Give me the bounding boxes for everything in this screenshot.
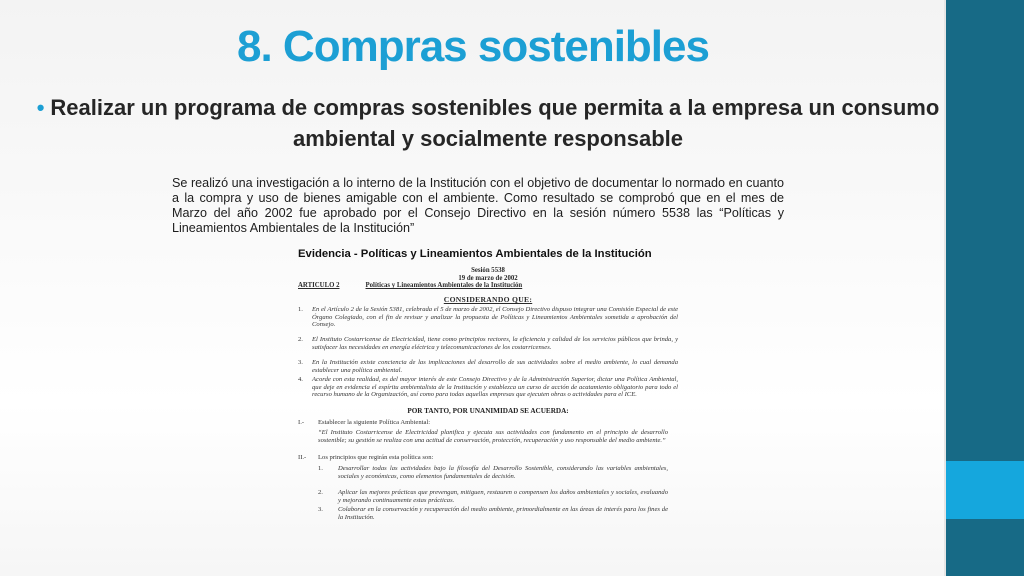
consideration-item <box>298 336 678 351</box>
part-text: Los principios que regirán esta política son: <box>318 454 434 461</box>
session-date: 19 de marzo de 2002 <box>458 275 518 282</box>
item-number: 3. <box>318 506 323 513</box>
item-text: En el Artículo 2 de la Sesión 5381, celebrada el 5 de marzo de 2002, el Consejo Directivo dispuso integrar una Comisión Especial de este Órgano Colegiado, con el fin de revisar y analizar la propuesta de Políticas y Lineamientos Ambientales sometida a aprobación del Consejo. <box>312 306 678 329</box>
considering-heading: CONSIDERANDO QUE: <box>443 295 533 304</box>
part-number: II.- <box>298 454 307 461</box>
policy-quote: “El Instituto Costarricense de Electricidad planifica y ejecuta sus actividades con fundamento en el principio de desarrollo sostenible; su gestión se realiza con una actitud de conservación, protección, recuperación y uso responsable del medio ambiente.” <box>318 429 668 444</box>
bullet-text: Realizar un programa de compras sostenibles que permita a la empresa un consumo ambiental y socialmente responsable <box>50 95 940 151</box>
consideration-item <box>298 306 678 329</box>
item-text: El Instituto Costarricense de Electricidad, tiene como principios rectores, la eficiencia y calidad de los servicios públicos que brinda, y satisfacer las necesidades en energía eléctrica y telecomunicaciones de los costarricenses. <box>312 336 678 351</box>
item-number: 1. <box>298 306 303 313</box>
item-text: En la Institución existe conciencia de las implicaciones del desarrollo de sus actividades sobre el medio ambiente, lo cual demanda establecer una política ambiental. <box>312 359 678 374</box>
item-text: Desarrollar todas las actividades bajo la filosofía del Desarrollo Sostenible, considerando las variables ambientales, sociales y económicas, como elementos fundamentales de decisión. <box>338 465 668 480</box>
consideration-item <box>298 376 678 399</box>
evidence-title: Evidencia - Políticas y Lineamientos Ambientales de la Institución <box>298 248 652 260</box>
slide-title: 8. Compras sostenibles <box>237 22 709 71</box>
principle-item <box>318 506 668 521</box>
item-number: 4. <box>298 376 303 383</box>
item-number: 1. <box>318 465 323 472</box>
consideration-item <box>298 359 678 374</box>
session-number: Sesión 5538 <box>471 267 505 274</box>
part-two <box>298 454 678 462</box>
bullet-point <box>30 92 946 154</box>
side-band-accent <box>946 461 1024 519</box>
part-text: Establecer la siguiente Política Ambiental: <box>318 419 431 426</box>
item-text: Colaborar en la conservación y recuperación del medio ambiente, primordialmente en las áreas de interés para los fines de la Institución. <box>338 506 668 521</box>
resolution-heading: POR TANTO, POR UNANIMIDAD SE ACUERDA: <box>407 407 569 415</box>
item-text: Acorde con esta realidad, es del mayor interés de este Consejo Directivo y de la Administración Superior, dictar una Política Ambiental, que deje en evidencia el espíritu ambientalista de la Institución y establezca un curso de acción de acatamiento obligatorio para todo el recurso humano de la Organización, así como para todas aquellas empresas que ejecuten obras o actividades para el ICE. <box>312 376 678 399</box>
document-intro: Se realizó una investigación a lo interno de la Institución con el objetivo de documentar lo normado en cuanto a la compra y uso de bienes amigable con el ambiente. Como resultado se comprobó que en el mes de Marzo del año 2002 fue aprobado por el Consejo Directivo en la sesión número 5538 las “Políticas y Lineamientos Ambientales de la Institución” <box>172 176 784 235</box>
item-number: 2. <box>318 489 323 496</box>
item-number: 3. <box>298 359 303 366</box>
part-one <box>298 419 678 427</box>
principle-item <box>318 465 668 480</box>
principle-item <box>318 489 668 504</box>
part-number: I.- <box>298 419 305 426</box>
article-header <box>298 282 678 289</box>
article-title: Políticas y Lineamientos Ambientales de la Institución <box>365 282 523 289</box>
article-label: ARTICULO 2 <box>298 282 340 289</box>
session-header <box>298 267 678 283</box>
bullet-marker: • <box>36 95 45 120</box>
item-text: Aplicar las mejores prácticas que prevengan, mitiguen, restauren o compensen los daños ambientales y sociales, evaluando y mejorando continuamente estas prácticas. <box>338 489 668 504</box>
item-number: 2. <box>298 336 303 343</box>
